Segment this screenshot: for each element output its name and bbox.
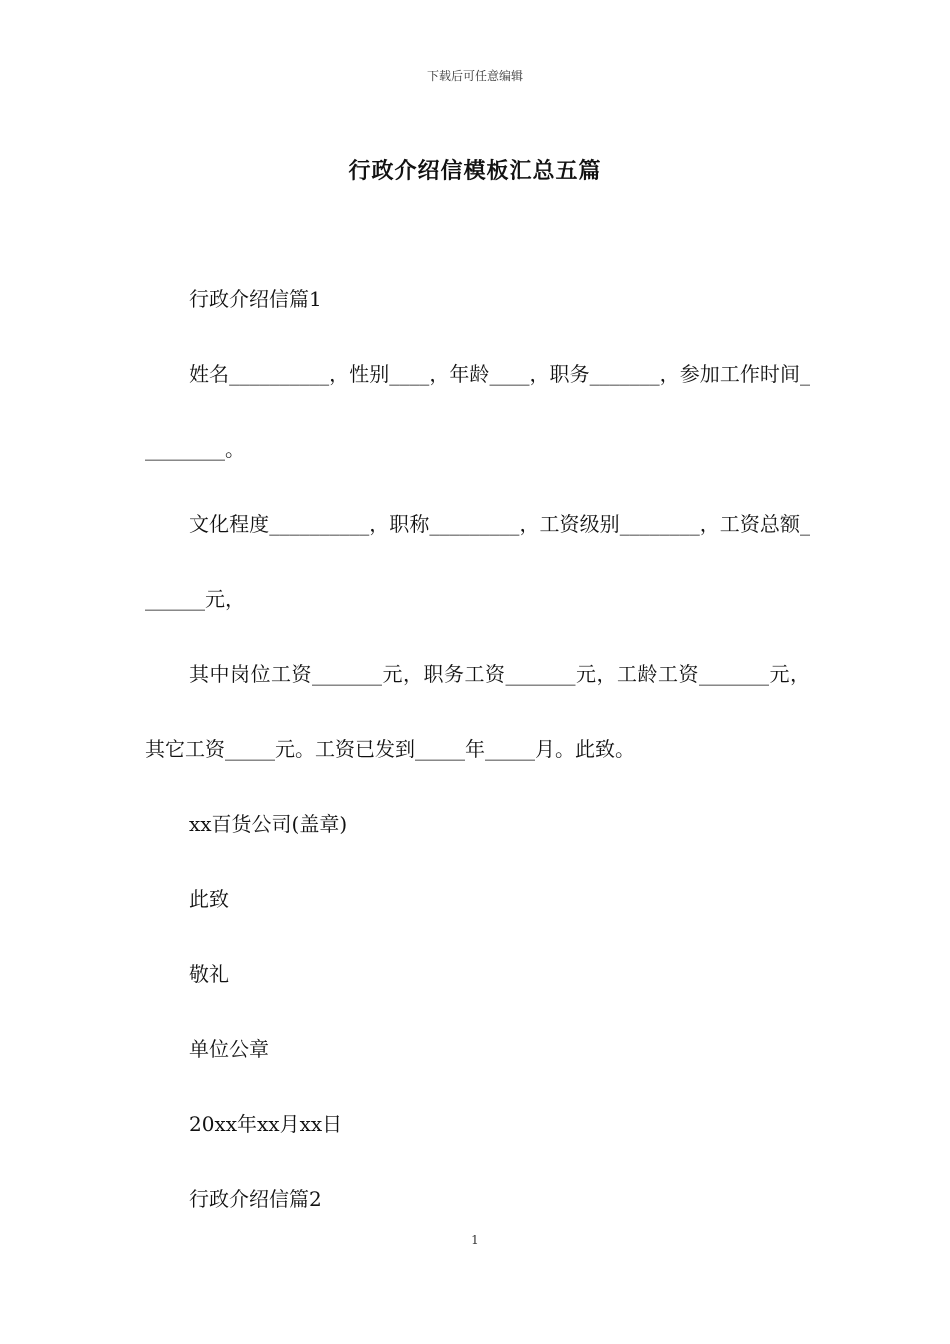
section-heading-2: 行政介绍信篇2 bbox=[189, 1187, 322, 1211]
date-line: 20xx年xx月xx日 bbox=[189, 1112, 343, 1136]
salary-breakdown-paragraph: 其中岗位工资_______元，职务工资_______元，工龄工资_______元，其它工资_____元。工资已发到_____年_____月。此致。 bbox=[145, 662, 810, 761]
header-note: 下载后可任意编辑 bbox=[426, 69, 523, 83]
document-body bbox=[145, 262, 810, 1237]
page-number: 1 bbox=[471, 1233, 479, 1247]
company-seal-line: xx百货公司(盖章) bbox=[189, 812, 348, 836]
education-salary-paragraph: 文化程度__________，职称_________，工资级别________，工资总额_______元， bbox=[145, 512, 810, 611]
salutation-line: 敬礼 bbox=[189, 962, 229, 986]
personal-info-paragraph: 姓名__________，性别____，年龄____，职务_______，参加工作时间_________。 bbox=[145, 362, 810, 461]
section-heading-1: 行政介绍信篇1 bbox=[189, 287, 322, 311]
closing-line: 此致 bbox=[189, 887, 229, 911]
unit-seal-line: 单位公章 bbox=[189, 1037, 269, 1061]
document-title: 行政介绍信模板汇总五篇 bbox=[348, 158, 602, 184]
